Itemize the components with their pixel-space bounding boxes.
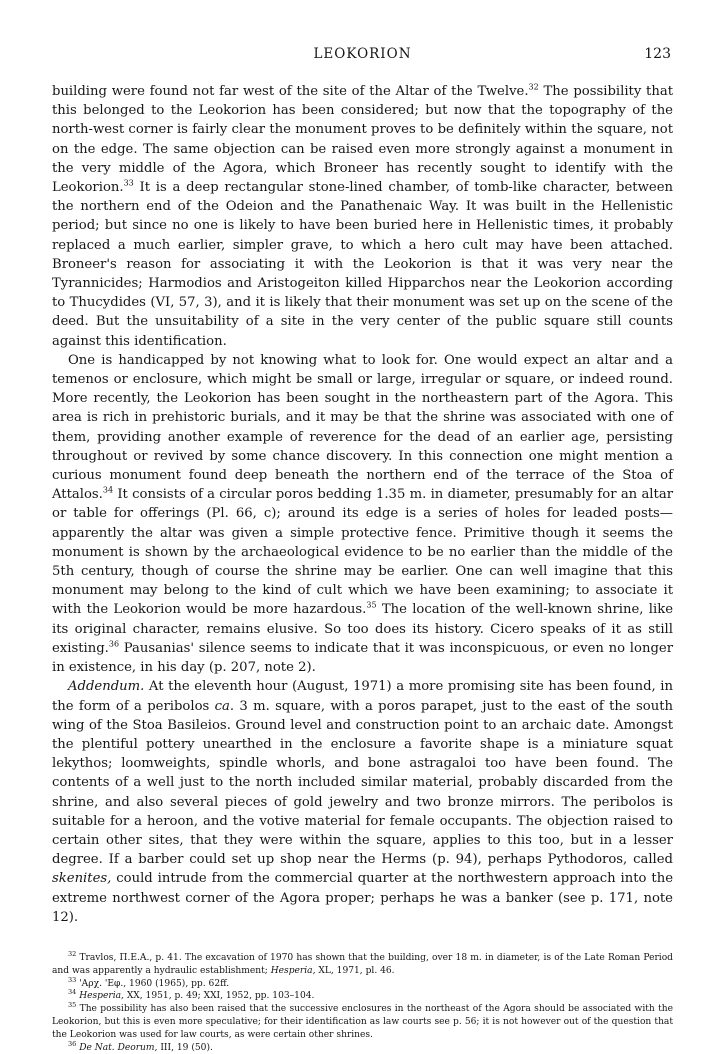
- footnote-35: [52, 1003, 673, 1041]
- footnote-36: [52, 1039, 673, 1054]
- text-span: building were found not far west of the site of the Altar of the Twelve.: [52, 84, 529, 99]
- footnote-ref-34: 34: [102, 485, 114, 495]
- page-number: 123: [644, 46, 671, 62]
- main-text: [52, 82, 673, 927]
- footnote-text: XX, 1951, p. 49; XXI, 1952, pp. 103–104.: [123, 991, 315, 1002]
- footnote-text: 'Αρχ. 'Εφ., 1960 (1965), pp. 62ff.: [76, 978, 230, 989]
- footnote-text: Travlos, Π.Ε.Α., p. 41. The excavation of 1970 has shown that the building, over 18 m. in diameter, is of the Late Roman Period and was apparently a hydraulic establishment;: [52, 953, 673, 976]
- text-span: could intrude from the commercial quarter at the northwestern approach into the extreme northwest corner of the Agora proper; perhaps he was a banker (see p. 171, note 12).: [52, 871, 673, 925]
- footnote-number: 32: [68, 949, 77, 958]
- italic-term: skenites,: [52, 871, 112, 887]
- text-span: The location of the well-known shrine, like its original character, remains elusive. So too does its history. Cicero speaks of it as still existing.: [52, 602, 673, 656]
- text-span: One is handicapped by not knowing what to look for. One would expect an altar and a temenos or enclosure, which might be small or large, irregular or square, or indeed round. More recently, the Leokorion has been sought in the northeastern part of the Agora. This area is rich in prehistoric burials, and it may be that the shrine was associated with one of them, providing another example of reverence for the dead of an earlier age, persisting throughout or revived by some chance discovery. In this connection one might mention a curious monument found deep beneath the northern end of the terrace of the Stoa of Attalos.: [52, 352, 673, 503]
- footnote-ref-32: 32: [528, 82, 539, 92]
- footnote-number: 35: [68, 1001, 77, 1010]
- footnote-text: The possibility has also been raised that the successive enclosures in the northeast of the Agora should be associated with the Leokorion, but this is even more speculative; for their identification as law courts see p. 56; it is not however out of the question that the Leokorion was used for law courts, as were certain other shrines.: [52, 1004, 673, 1040]
- footnotes: [52, 949, 673, 1054]
- running-title: LEOKORION: [313, 46, 412, 62]
- text-span: 3 m. square, with a poros parapet, just to the east of the south wing of the Stoa Basileios. Ground level and construction point to an archaic date. Amongst the plentiful pottery unearthed in the enclosure a favorite shape is a miniature squat lekythos; loomweights, spindle whorls, and bone astragaloi too have been found. The contents of a well just to the north included similar material, probably discarded from the shrine, and also several pieces of gold jewelry and two bronze mirrors. The peribolos is suitable for a heroon, and the votive material for female occupants. The objection raised to certain other sites, that they were within the square, applies to this too, but in a lesser degree. If a barber could set up shop near the Herms (p. 94), perhaps Pythodoros, called: [52, 698, 673, 868]
- footnote-34: [52, 990, 673, 1003]
- paragraph-2: [52, 351, 673, 677]
- footnote-number: 33: [68, 975, 77, 984]
- footnote-italic: Hesperia,: [270, 965, 316, 976]
- addendum-heading: Addendum.: [68, 679, 145, 695]
- paragraph-1: [52, 82, 673, 351]
- paragraph-addendum: [52, 677, 673, 927]
- footnote-33: [52, 975, 673, 991]
- italic-term: ca.: [214, 698, 235, 714]
- text-span: Pausanias' silence seems to indicate that it was inconspicuous, or even no longer in existence, in his day (p. 207, note 2).: [52, 640, 673, 676]
- footnote-text: III, 19 (50).: [157, 1042, 213, 1053]
- footnote-ref-35: 35: [366, 601, 377, 611]
- footnote-italic: De Nat. Deorum,: [79, 1042, 158, 1053]
- text-span: It consists of a circular poros bedding 1.35 m. in diameter, presumably for an altar or table for offerings (Pl. 66, c); around its edge is a series of holes for leaded posts—apparently the altar was given a simple protective fence. Primitive though it seems the monument is shown by the archaeological evidence to be no earlier than the middle of the 5th century, though of course the shrine may be earlier. One can well imagine that this monument may belong to the kind of cult which we have been examining; to associate it with the Leokorion would be more hazardous.: [52, 487, 673, 618]
- footnote-ref-33: 33: [123, 178, 134, 188]
- footnote-number: 36: [68, 1039, 77, 1048]
- footnote-text: XL, 1971, pl. 46.: [315, 965, 395, 976]
- text-span: At the eleventh hour (August, 1971) a more promising site has been found, in the form of a peribolos: [52, 679, 673, 714]
- footnote-italic: Hesperia,: [79, 991, 124, 1002]
- text-span: It is a deep rectangular stone-lined chamber, of tomb-like character, between the northern end of the Odeion and the Panathenaic Way. It was built in the Hellenistic period; but since no one is likely to have been buried here in Hellenistic times, it probably replaced a much earlier, simpler grave, to which a hero cult may have been attached. Broneer's reason for associating it with the Leokorion is that it was very near the Tyrannicides; Harmodios and Aristogeiton killed Hipparchos near the Leokorion according to Thucydides (VI, 57, 3), and it is likely that their monument was set up on the scene of the deed. But the unsuitability of a site in the very center of the public square still counts against this identification.: [52, 180, 673, 349]
- text-span: The possibility that this belonged to the Leokorion has been considered; but now that the topography of the north-west corner is fairly clear the monument proves to be definitely within the square, not on the edge. The same objection can be raised even more strongly against a monument in the very middle of the Agora, which Broneer has recently sought to identify with the Leokorion.: [52, 84, 674, 196]
- page-header: [52, 46, 673, 68]
- footnote-32: [52, 949, 673, 978]
- footnote-number: 34: [68, 988, 77, 997]
- footnote-ref-36: 36: [108, 639, 120, 649]
